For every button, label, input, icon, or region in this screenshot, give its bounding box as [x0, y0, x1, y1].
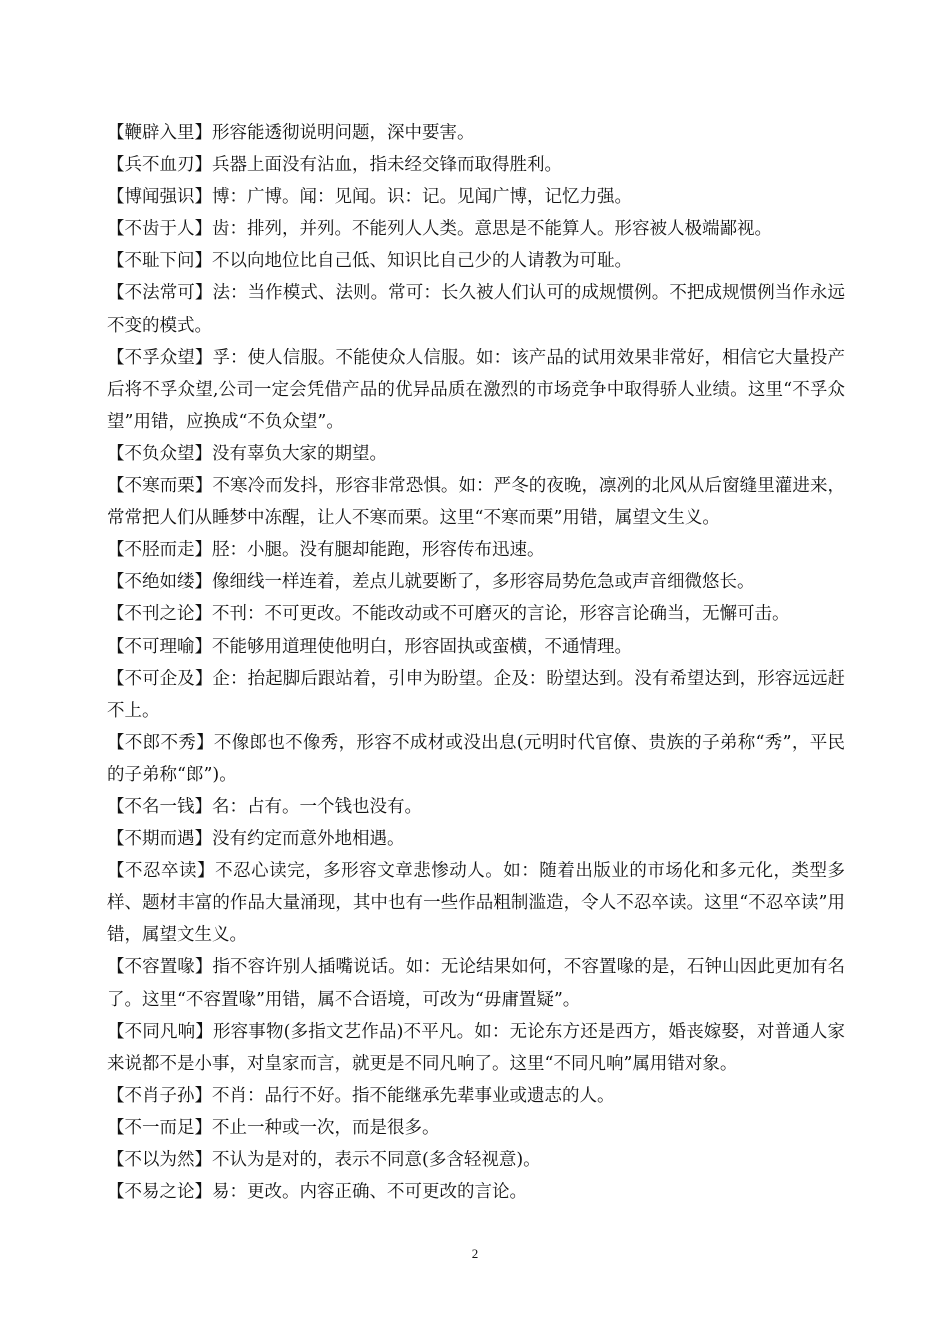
entry-term: 【不寒而栗】 [107, 476, 213, 497]
entry-term: 【不期而遇】 [107, 829, 212, 850]
entry-term: 【不刊之论】 [107, 604, 212, 625]
entry [107, 245, 845, 277]
entry [107, 534, 845, 566]
entry [107, 438, 845, 470]
entry-term: 【不易之论】 [107, 1182, 212, 1203]
entry-term: 【不肖子孙】 [107, 1085, 212, 1106]
entry [107, 1080, 845, 1112]
entry-term: 【不绝如缕】 [107, 572, 212, 593]
entry [107, 277, 845, 341]
entry [107, 1016, 845, 1080]
entry-definition: 易：更改。内容正确、不可更改的言论。 [212, 1182, 527, 1203]
entry-definition: 胫：小腿。没有腿却能跑，形容传布迅速。 [212, 540, 545, 561]
entry-definition: 兵器上面没有沾血，指未经交锋而取得胜利。 [212, 155, 562, 176]
entry-term: 【不孚众望】 [107, 347, 213, 368]
entry [107, 791, 845, 823]
entry-term: 【不齿于人】 [107, 219, 212, 240]
entry-term: 【不法常可】 [107, 283, 213, 304]
entry-term: 【不负众望】 [107, 443, 212, 464]
entry-definition: 不以向地位比自己低、知识比自己少的人请教为可耻。 [212, 251, 632, 272]
entry-definition: 形容能透彻说明问题，深中要害。 [212, 123, 475, 143]
entry-definition: 名：占有。一个钱也没有。 [212, 796, 422, 817]
idiom-entry-list [107, 117, 845, 1208]
entry-definition: 形容事物(多指文艺作品)不平凡。如：无论东方还是西方，婚丧嫁娶，对普通人家来说都不是小事，对皇家而言，就更是不同凡响了。这里“不同凡响”属用错对象。 [107, 1021, 846, 1074]
entry [107, 855, 845, 951]
entry-definition: 企：抬起脚后跟站着，引申为盼望。企及：盼望达到。没有希望达到，形容远远赶不上。 [107, 668, 846, 721]
entry-definition: 不忍心读完，多形容文章悲惨动人。如：随着出版业的市场化和多元化，类型多样、题材丰富的作品大量涌现，其中也有一些作品粗制滥造，令人不忍卒读。这里“不忍卒读”用错，属望文生义。 [107, 861, 846, 946]
entry [107, 149, 845, 181]
entry-term: 【不耻下问】 [107, 251, 212, 272]
entry-definition: 孚：使人信服。不能使众人信服。如：该产品的试用效果非常好，相信它大量投产后将不孚众望,公司一定会凭借产品的优异品质在激烈的市场竞争中取得骄人业绩。这里“不孚众望”用错，应换成“不负众望”。 [107, 347, 846, 432]
entry [107, 1144, 845, 1176]
entry-term: 【不可企及】 [107, 668, 213, 689]
entry [107, 951, 845, 1015]
entry-definition: 不认为是对的，表示不同意(多含轻视意)。 [212, 1150, 541, 1170]
entry-term: 【不一而足】 [107, 1117, 212, 1138]
entry-term: 【博闻强识】 [107, 187, 212, 208]
entry-definition: 没有约定而意外地相遇。 [212, 829, 405, 850]
entry [107, 213, 845, 245]
entry-definition: 不能够用道理使他明白，形容固执或蛮横，不通情理。 [212, 636, 632, 657]
entry [107, 1112, 845, 1144]
entry-definition: 不止一种或一次，而是很多。 [212, 1117, 440, 1138]
entry [107, 598, 845, 630]
entry-term: 【鞭辟入里】 [107, 123, 212, 143]
entry [107, 823, 845, 855]
entry-definition: 指不容许别人插嘴说话。如：无论结果如何，不容置喙的是，石钟山因此更加有名了。这里“不容置喙”用错，属不合语境，可改为“毋庸置疑”。 [107, 957, 846, 1010]
entry-definition: 不寒冷而发抖，形容非常恐惧。如：严冬的夜晚，凛冽的北风从后窗缝里灌进来，常常把人们从睡梦中冻醒，让人不寒而栗。这里“不寒而栗”用错，属望文生义。 [107, 476, 846, 529]
entry-term: 【不同凡响】 [107, 1021, 213, 1042]
entry-definition: 不刊：不可更改。不能改动或不可磨灭的言论，形容言论确当，无懈可击。 [212, 604, 790, 625]
entry-definition: 不像郎也不像秀，形容不成材或没出息(元明时代官僚、贵族的子弟称“秀”，平民的子弟称“郎”)。 [107, 732, 846, 785]
entry-term: 【不名一钱】 [107, 796, 212, 817]
entry-term: 【不忍卒读】 [107, 861, 216, 882]
entry [107, 342, 845, 438]
entry-term: 【不胫而走】 [107, 540, 212, 561]
entry-term: 【不可理喻】 [107, 636, 212, 657]
entry-definition: 像细线一样连着，差点儿就要断了，多形容局势危急或声音细微悠长。 [212, 572, 755, 593]
entry-term: 【不郎不秀】 [107, 732, 214, 753]
entry [107, 181, 845, 213]
entry [107, 727, 845, 791]
entry [107, 1176, 845, 1208]
entry [107, 566, 845, 598]
entry-term: 【不以为然】 [107, 1150, 212, 1170]
entry-definition: 法：当作模式、法则。常可：长久被人们认可的成规惯例。不把成规惯例当作永远不变的模式。 [107, 283, 846, 336]
entry [107, 117, 845, 149]
entry [107, 470, 845, 534]
entry-definition: 齿：排列，并列。不能列人人类。意思是不能算人。形容被人极端鄙视。 [212, 219, 772, 240]
entry-term: 【不容置喙】 [107, 957, 213, 978]
entry [107, 631, 845, 663]
entry-definition: 不肖：品行不好。指不能继承先辈事业或遗志的人。 [212, 1085, 615, 1106]
page-number: 2 [471, 1246, 479, 1261]
entry [107, 663, 845, 727]
entry-definition: 博：广博。闻：见闻。识：记。见闻广博，记忆力强。 [212, 187, 632, 208]
entry-definition: 没有辜负大家的期望。 [212, 443, 387, 464]
entry-term: 【兵不血刃】 [107, 155, 212, 176]
